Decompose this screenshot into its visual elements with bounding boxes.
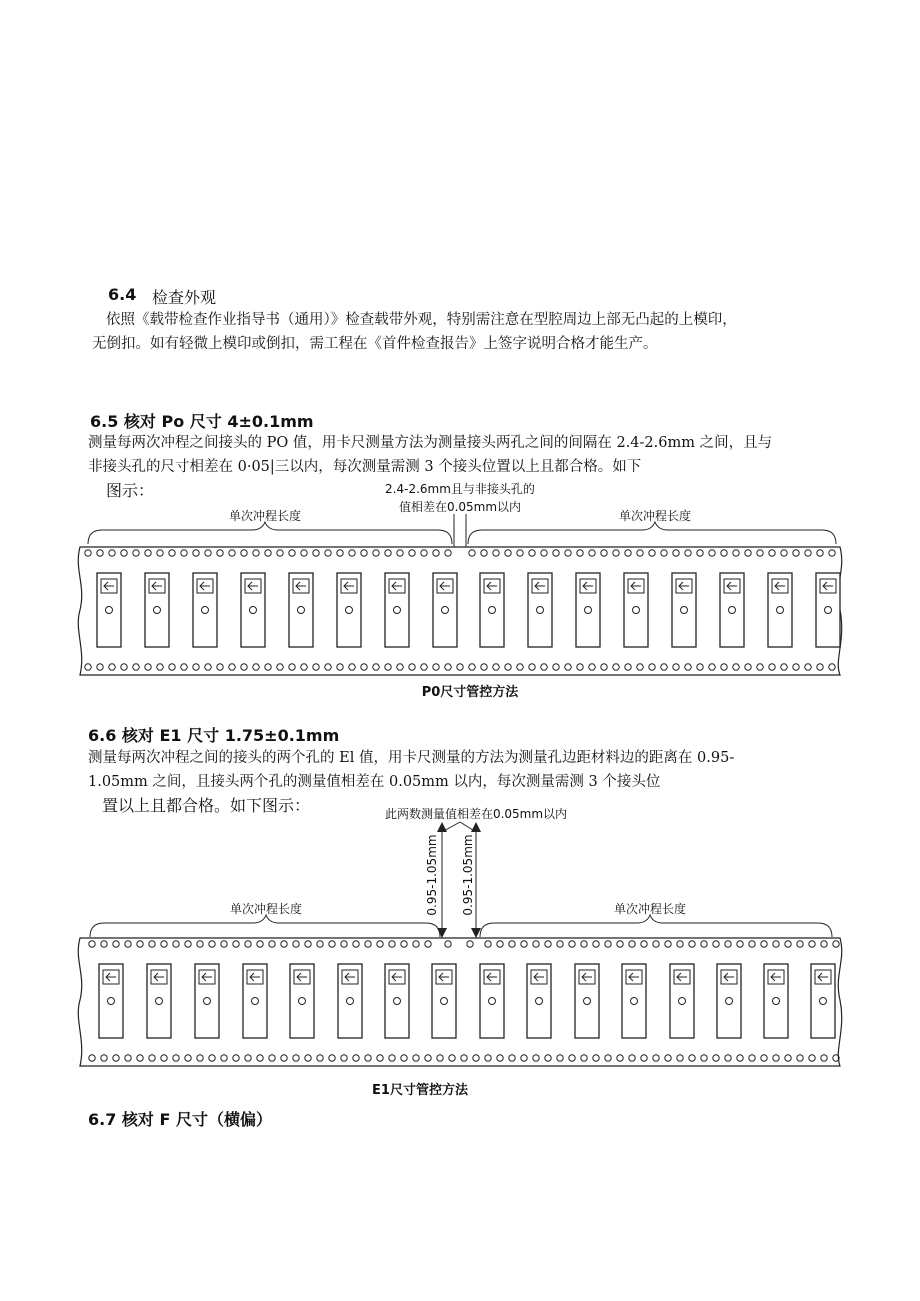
p0-right-stroke-label: 单次冲程长度 bbox=[618, 509, 692, 523]
section-6-4-number: 6.4 bbox=[108, 285, 137, 304]
section-6-5-line-2: 非接头孔的尺寸相差在 0·05|三以内，每次测量需测 3 个接头位置以上且都合格。如下 bbox=[88, 459, 642, 475]
p0-note-line-2: 值相差在0.05mm以内 bbox=[398, 500, 522, 514]
section-6-4-title: 检查外观 bbox=[152, 288, 217, 307]
e1-tape-figure bbox=[0, 800, 920, 1105]
e1-dim-left: 0.95-1.05mm bbox=[425, 834, 439, 916]
e1-figure-caption: E1尺寸管控方法 bbox=[372, 1083, 468, 1098]
p0-right-brace bbox=[468, 522, 836, 544]
e1-right-stroke-label: 单次冲程长度 bbox=[613, 902, 687, 916]
e1-arrow-right-bottom bbox=[471, 928, 481, 938]
e1-arrow-right-top bbox=[471, 822, 481, 832]
section-6-5-line-3: 图示： bbox=[106, 481, 155, 500]
section-6-6-line-2: 1.05mm 之间，且接头两个孔的测量值相差在 0.05mm 以内，每次测量需测 3 个接头位 bbox=[88, 774, 661, 790]
e1-dim-right: 0.95-1.05mm bbox=[461, 834, 475, 916]
section-6-4-line-2: 无倒扣。如有轻微上模印或倒扣，需工程在《首件检查报告》上签字说明合格才能生产。 bbox=[92, 336, 658, 352]
e1-pointer-left bbox=[442, 822, 460, 940]
section-6-5-title: 6.5 核对 Po 尺寸 4±0.1mm bbox=[90, 412, 314, 431]
p0-note-line-1: 2.4-2.6mm且与非接头孔的 bbox=[385, 482, 535, 496]
p0-tape-figure bbox=[0, 478, 920, 703]
e1-arrow-left-top bbox=[437, 822, 447, 832]
e1-right-brace bbox=[480, 915, 832, 937]
section-6-4-line-1: 依照《载带检查作业指导书（通用）》检查载带外观，特别需注意在型腔周边上部无凸起的上模印， bbox=[106, 312, 737, 328]
section-6-6-line-3: 置以上且都合格。如下图示： bbox=[102, 796, 311, 815]
section-6-6-line-1: 测量每两次冲程之间的接头的两个孔的 El 值，用卡尺测量的方法为测量孔边距材料边的距离在 0.95- bbox=[88, 750, 735, 766]
p0-left-brace bbox=[88, 522, 452, 544]
e1-left-stroke-label: 单次冲程长度 bbox=[229, 902, 303, 916]
e1-left-brace bbox=[90, 915, 440, 937]
section-6-5-line-1: 测量每两次冲程之间接头的 PO 值，用卡尺测量方法为测量接头两孔之间的间隔在 2.4-2.6mm 之间，且与 bbox=[88, 435, 773, 451]
p0-figure-caption: P0尺寸管控方法 bbox=[421, 685, 519, 700]
section-6-7-title: 6.7 核对 F 尺寸（横偏） bbox=[88, 1110, 272, 1129]
e1-note: 此两数测量值相差在0.05mm以内 bbox=[384, 807, 568, 821]
section-6-6-title: 6.6 核对 E1 尺寸 1.75±0.1mm bbox=[88, 726, 340, 745]
p0-left-stroke-label: 单次冲程长度 bbox=[228, 509, 302, 523]
